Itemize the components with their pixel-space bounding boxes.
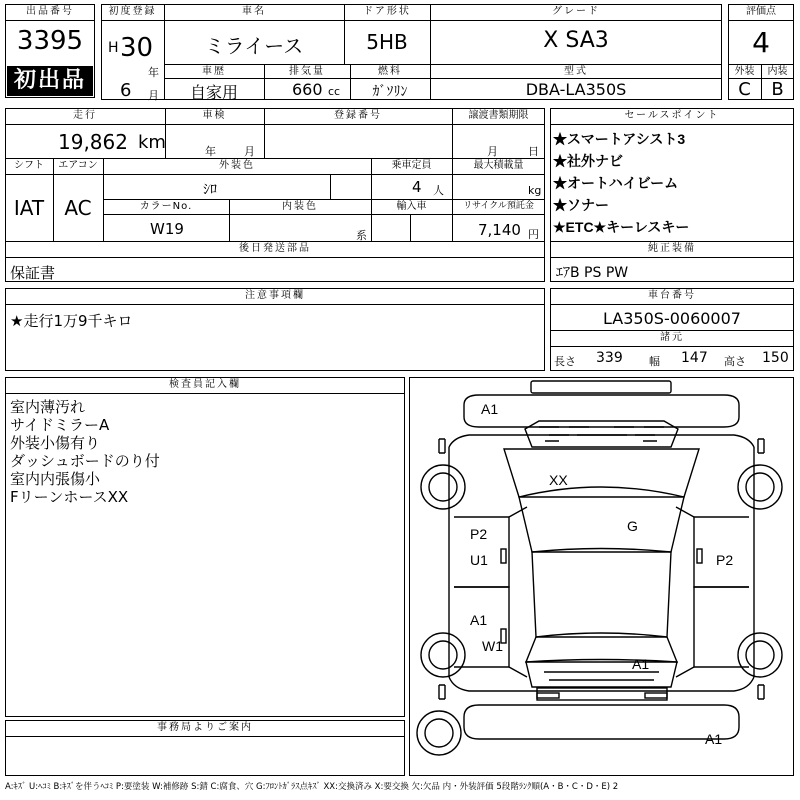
door-type: 5HB <box>366 30 408 54</box>
office-label: 事務局よりご案内 <box>157 722 253 733</box>
model: DBA-LA350S <box>525 80 627 99</box>
mark-front-bumper: A1 <box>481 401 499 417</box>
lot-number: 3395 <box>16 26 84 56</box>
width-label: 幅 <box>649 355 660 368</box>
reg-label: 初度登録 <box>108 6 157 17</box>
color-no: W19 <box>150 220 184 238</box>
transfer-day-unit: 日 <box>528 145 539 158</box>
legend: A:ｷｽﾞ U:ﾍｺﾐ B:ｷｽﾞを伴うﾍｺﾐ P:要塗装 W:補修跡 S:錆 C:腐食、穴 G:ﾌﾛﾝﾄｶﾞﾗｽ点ｷｽﾞ XX:交換済み X:要交換 欠:欠品 内・外装評価 5段階ﾗﾝｸ順(A・B・C・D・E) 2 <box>5 782 619 792</box>
mark-left-rear-door: A1 <box>470 612 488 628</box>
mark-rear-bumper: A1 <box>705 731 723 747</box>
inspector-line-4: ダッシュボードのり付 <box>10 452 160 470</box>
int-label: 内装 <box>767 66 788 77</box>
ext-color: ｼﾛ <box>203 182 217 198</box>
equipment-label: 純正装備 <box>648 243 696 254</box>
selling-point-2: ★社外ナビ <box>553 153 623 169</box>
recycle-amount: 7,140 <box>478 221 521 239</box>
displacement: 660 <box>292 80 323 99</box>
insp-month-unit: 月 <box>244 145 255 158</box>
mark-right-front-door: P2 <box>716 552 734 568</box>
chassis-number: LA350S-0060007 <box>603 309 741 328</box>
recycle-label: リサイクル預託金 <box>463 201 534 211</box>
shift: IAT <box>13 196 45 220</box>
transfer-month-unit: 月 <box>487 145 498 158</box>
mark-left-rear-fender: W1 <box>482 638 503 654</box>
mileage-label: 走行 <box>73 110 97 121</box>
ac: AC <box>64 196 92 220</box>
grade-label: グレード <box>552 6 600 17</box>
mark-left-front-door-2: U1 <box>470 552 488 568</box>
selling-point-1: ★スマートアシスト3 <box>553 131 686 147</box>
fuel: ｶﾞｿﾘﾝ <box>372 84 408 100</box>
fuel-label: 燃料 <box>378 66 402 77</box>
score-label: 評価点 <box>746 6 776 17</box>
inspector-label: 検査員記入欄 <box>169 379 241 390</box>
inspector-line-5: 室内内張傷小 <box>10 470 101 488</box>
int-color-label: 内装色 <box>282 201 318 212</box>
history: 自家用 <box>189 83 238 102</box>
reg-year: 30 <box>120 33 154 63</box>
reg-month: 6 <box>120 80 132 101</box>
disp-label: 排気量 <box>289 66 325 77</box>
insp-year-unit: 年 <box>205 145 216 158</box>
door-label: ドア形状 <box>363 6 411 17</box>
load-label: 最大積載量 <box>473 160 524 171</box>
length-label: 長さ <box>554 355 576 368</box>
ext-grade: C <box>738 79 751 100</box>
import-label: 輸入車 <box>396 201 427 212</box>
notes-label: 注意事項欄 <box>245 290 305 301</box>
name-label: 車名 <box>242 6 266 17</box>
dims-label: 諸元 <box>660 332 684 343</box>
int-color-unit: 系 <box>356 229 367 242</box>
inspector-line-6: FリーンホースXX <box>10 488 129 506</box>
grade: X SA3 <box>543 28 609 53</box>
later-label: 後日発送部品 <box>239 243 311 254</box>
era: H <box>108 40 119 56</box>
car-name: ミライース <box>204 34 304 58</box>
later-parts: 保証書 <box>10 264 56 282</box>
mark-roof: XX <box>549 472 568 488</box>
capacity-label: 乗車定員 <box>391 160 432 171</box>
model-label: 型式 <box>564 66 588 77</box>
recycle-unit: 円 <box>528 228 539 241</box>
length: 339 <box>596 350 623 366</box>
load-unit: kg <box>528 184 542 197</box>
lot-label: 出品番号 <box>26 6 74 17</box>
month-unit: 月 <box>148 89 159 102</box>
mileage: 19,862 <box>58 130 128 154</box>
disp-unit: cc <box>328 85 341 98</box>
mark-trunk: A1 <box>632 656 650 672</box>
mark-windshield-right: G <box>627 518 638 534</box>
inspector-line-1: 室内薄汚れ <box>10 398 86 416</box>
ext-color-label: 外装色 <box>219 160 255 171</box>
score: 4 <box>752 26 770 59</box>
inspection-label: 車検 <box>202 110 227 121</box>
year-unit: 年 <box>148 66 159 79</box>
capacity: 4 <box>412 178 422 196</box>
color-no-label: カラーNo. <box>139 201 193 212</box>
inspector-line-2: サイドミラーA <box>10 416 110 434</box>
shift-label: シフト <box>14 160 44 171</box>
ac-label: エアコン <box>58 160 98 171</box>
height: 150 <box>762 350 789 366</box>
selling-point-4: ★ソナー <box>553 197 609 213</box>
width: 147 <box>681 350 708 366</box>
selling-point-5: ★ETC★キーレスキー <box>553 219 690 235</box>
selling-point-3: ★オートハイビーム <box>553 175 679 191</box>
chassis-label: 車台番号 <box>648 290 696 301</box>
ext-label: 外装 <box>734 66 755 77</box>
car-diagram <box>409 377 794 776</box>
plate-label: 登録番号 <box>334 110 382 121</box>
transfer-label: 譲渡書類期限 <box>468 110 529 121</box>
notes: ★走行1万9千キロ <box>10 312 133 330</box>
first-listing-badge: 初出品 <box>7 66 93 96</box>
capacity-unit: 人 <box>433 184 444 197</box>
selling-points-label: セールスポイント <box>624 110 720 121</box>
int-grade: B <box>771 79 784 100</box>
history-label: 車歴 <box>202 66 226 77</box>
mark-left-front-door-1: P2 <box>470 526 488 542</box>
equipment: ｴｱB PS PW <box>556 265 629 281</box>
inspector-line-3: 外装小傷有り <box>10 434 101 452</box>
height-label: 高さ <box>724 355 746 368</box>
mileage-unit: km <box>138 132 166 153</box>
